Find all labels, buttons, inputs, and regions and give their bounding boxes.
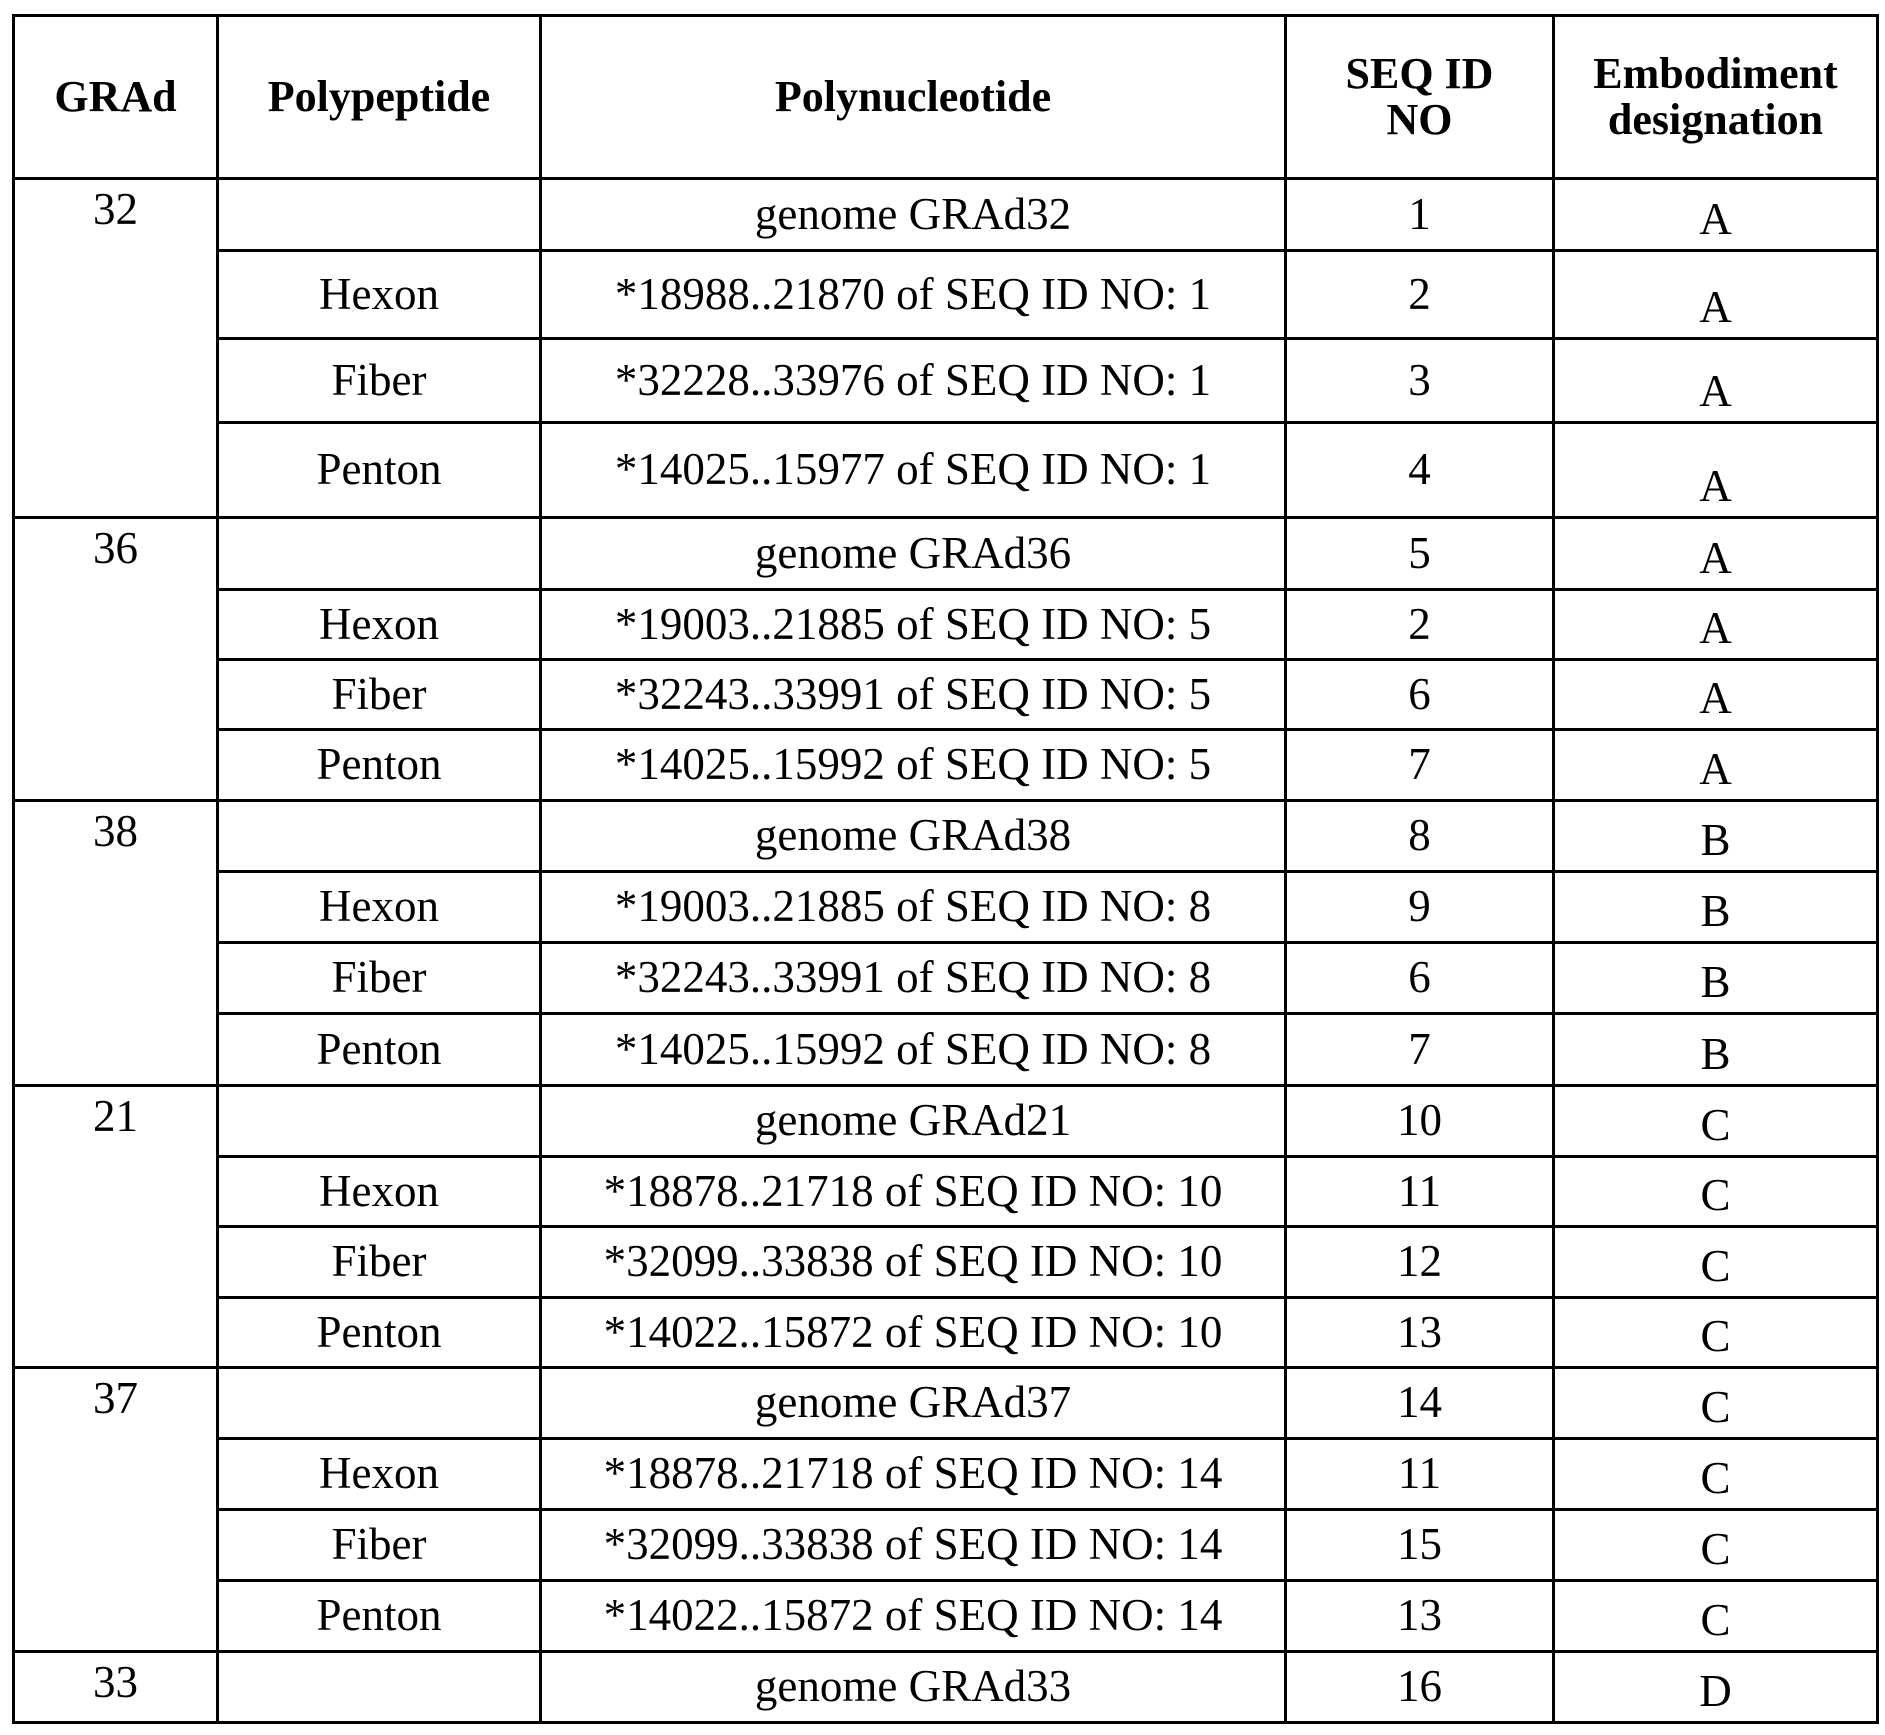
- polynucleotide-cell: *14025..15977 of SEQ ID NO: 1: [541, 423, 1286, 518]
- polypeptide-cell: Fiber: [218, 1510, 541, 1581]
- seq-id-cell: 6: [1286, 660, 1554, 730]
- seq-id-cell: 9: [1286, 872, 1554, 943]
- table-row: [14, 251, 1878, 339]
- seq-id-cell: 6: [1286, 943, 1554, 1014]
- polynucleotide-cell: genome GRAd32: [541, 179, 1286, 251]
- seq-id-cell: 11: [1286, 1439, 1554, 1510]
- grad-cell: 32: [14, 179, 218, 518]
- polynucleotide-cell: genome GRAd36: [541, 518, 1286, 590]
- polypeptide-cell: Hexon: [218, 872, 541, 943]
- table-row: [14, 179, 1878, 251]
- seq-id-cell: 15: [1286, 1510, 1554, 1581]
- seq-id-cell: 7: [1286, 1014, 1554, 1086]
- seq-id-cell: 7: [1286, 730, 1554, 801]
- grad-cell: 38: [14, 801, 218, 1086]
- header-row: [14, 16, 1878, 179]
- table-row: [14, 1439, 1878, 1510]
- grad-cell: 21: [14, 1086, 218, 1368]
- embodiment-cell: A: [1554, 251, 1878, 339]
- embodiment-cell: A: [1554, 179, 1878, 251]
- polypeptide-cell: [218, 179, 541, 251]
- polynucleotide-cell: genome GRAd38: [541, 801, 1286, 872]
- embodiment-cell: B: [1554, 1014, 1878, 1086]
- table-row: [14, 1652, 1878, 1723]
- header-embodiment: Embodiment designation: [1554, 16, 1878, 179]
- embodiment-cell: C: [1554, 1581, 1878, 1652]
- polynucleotide-cell: *14025..15992 of SEQ ID NO: 8: [541, 1014, 1286, 1086]
- polynucleotide-cell: *19003..21885 of SEQ ID NO: 8: [541, 872, 1286, 943]
- polypeptide-cell: Hexon: [218, 1157, 541, 1227]
- polypeptide-cell: Hexon: [218, 251, 541, 339]
- embodiment-cell: D: [1554, 1652, 1878, 1723]
- table-row: [14, 943, 1878, 1014]
- table-row: [14, 1298, 1878, 1368]
- polypeptide-cell: Hexon: [218, 1439, 541, 1510]
- polypeptide-cell: Penton: [218, 1014, 541, 1086]
- table-row: [14, 1581, 1878, 1652]
- seq-id-cell: 2: [1286, 590, 1554, 660]
- seq-id-cell: 13: [1286, 1581, 1554, 1652]
- polypeptide-cell: Hexon: [218, 590, 541, 660]
- embodiment-cell: C: [1554, 1439, 1878, 1510]
- seq-id-cell: 4: [1286, 423, 1554, 518]
- polynucleotide-cell: genome GRAd37: [541, 1368, 1286, 1439]
- grad-cell: 37: [14, 1368, 218, 1652]
- embodiment-cell: A: [1554, 423, 1878, 518]
- polynucleotide-cell: genome GRAd21: [541, 1086, 1286, 1157]
- polynucleotide-cell: *14022..15872 of SEQ ID NO: 14: [541, 1581, 1286, 1652]
- header-seq-id: SEQ ID NO: [1286, 16, 1554, 179]
- header-polypeptide: Polypeptide: [218, 16, 541, 179]
- embodiment-cell: A: [1554, 339, 1878, 423]
- table-row: [14, 1157, 1878, 1227]
- polypeptide-cell: Penton: [218, 730, 541, 801]
- header-polynucleotide: Polynucleotide: [541, 16, 1286, 179]
- polypeptide-cell: Fiber: [218, 943, 541, 1014]
- table-row: [14, 1086, 1878, 1157]
- polypeptide-cell: [218, 1652, 541, 1723]
- polynucleotide-cell: genome GRAd33: [541, 1652, 1286, 1723]
- seq-id-cell: 1: [1286, 179, 1554, 251]
- grad-cell: 33: [14, 1652, 218, 1723]
- table-row: [14, 730, 1878, 801]
- polypeptide-cell: [218, 801, 541, 872]
- polynucleotide-cell: *18988..21870 of SEQ ID NO: 1: [541, 251, 1286, 339]
- seq-id-cell: 5: [1286, 518, 1554, 590]
- polypeptide-cell: Penton: [218, 423, 541, 518]
- polynucleotide-cell: *14025..15992 of SEQ ID NO: 5: [541, 730, 1286, 801]
- embodiment-cell: A: [1554, 590, 1878, 660]
- seq-id-cell: 3: [1286, 339, 1554, 423]
- seq-id-cell: 2: [1286, 251, 1554, 339]
- seq-id-cell: 14: [1286, 1368, 1554, 1439]
- seq-id-cell: 16: [1286, 1652, 1554, 1723]
- seq-id-cell: 12: [1286, 1227, 1554, 1298]
- embodiment-cell: A: [1554, 730, 1878, 801]
- embodiment-cell: C: [1554, 1086, 1878, 1157]
- table-row: [14, 423, 1878, 518]
- embodiment-cell: B: [1554, 872, 1878, 943]
- polypeptide-cell: [218, 1086, 541, 1157]
- table-row: [14, 339, 1878, 423]
- table-row: [14, 590, 1878, 660]
- polypeptide-cell: Fiber: [218, 339, 541, 423]
- embodiment-cell: C: [1554, 1227, 1878, 1298]
- polypeptide-cell: Fiber: [218, 1227, 541, 1298]
- polypeptide-cell: Penton: [218, 1581, 541, 1652]
- embodiment-cell: A: [1554, 660, 1878, 730]
- polynucleotide-cell: *32099..33838 of SEQ ID NO: 10: [541, 1227, 1286, 1298]
- polypeptide-cell: [218, 1368, 541, 1439]
- embodiment-cell: C: [1554, 1368, 1878, 1439]
- seq-id-cell: 10: [1286, 1086, 1554, 1157]
- embodiment-cell: C: [1554, 1298, 1878, 1368]
- embodiment-cell: B: [1554, 943, 1878, 1014]
- polypeptide-cell: Penton: [218, 1298, 541, 1368]
- table-row: [14, 1510, 1878, 1581]
- polynucleotide-cell: *32228..33976 of SEQ ID NO: 1: [541, 339, 1286, 423]
- seq-table: [12, 14, 1879, 1724]
- polynucleotide-cell: *14022..15872 of SEQ ID NO: 10: [541, 1298, 1286, 1368]
- polynucleotide-cell: *19003..21885 of SEQ ID NO: 5: [541, 590, 1286, 660]
- polynucleotide-cell: *18878..21718 of SEQ ID NO: 14: [541, 1439, 1286, 1510]
- header-grad: GRAd: [14, 16, 218, 179]
- grad-cell: 36: [14, 518, 218, 801]
- seq-id-cell: 13: [1286, 1298, 1554, 1368]
- polypeptide-cell: Fiber: [218, 660, 541, 730]
- embodiment-cell: C: [1554, 1510, 1878, 1581]
- polynucleotide-cell: *32243..33991 of SEQ ID NO: 5: [541, 660, 1286, 730]
- embodiment-cell: A: [1554, 518, 1878, 590]
- embodiment-cell: B: [1554, 801, 1878, 872]
- polypeptide-cell: [218, 518, 541, 590]
- polynucleotide-cell: *32243..33991 of SEQ ID NO: 8: [541, 943, 1286, 1014]
- polynucleotide-cell: *32099..33838 of SEQ ID NO: 14: [541, 1510, 1286, 1581]
- polynucleotide-cell: *18878..21718 of SEQ ID NO: 10: [541, 1157, 1286, 1227]
- table-row: [14, 1368, 1878, 1439]
- table-row: [14, 660, 1878, 730]
- table-row: [14, 1227, 1878, 1298]
- table-row: [14, 801, 1878, 872]
- seq-id-cell: 8: [1286, 801, 1554, 872]
- table-row: [14, 872, 1878, 943]
- embodiment-cell: C: [1554, 1157, 1878, 1227]
- table-row: [14, 518, 1878, 590]
- seq-id-cell: 11: [1286, 1157, 1554, 1227]
- table-row: [14, 1014, 1878, 1086]
